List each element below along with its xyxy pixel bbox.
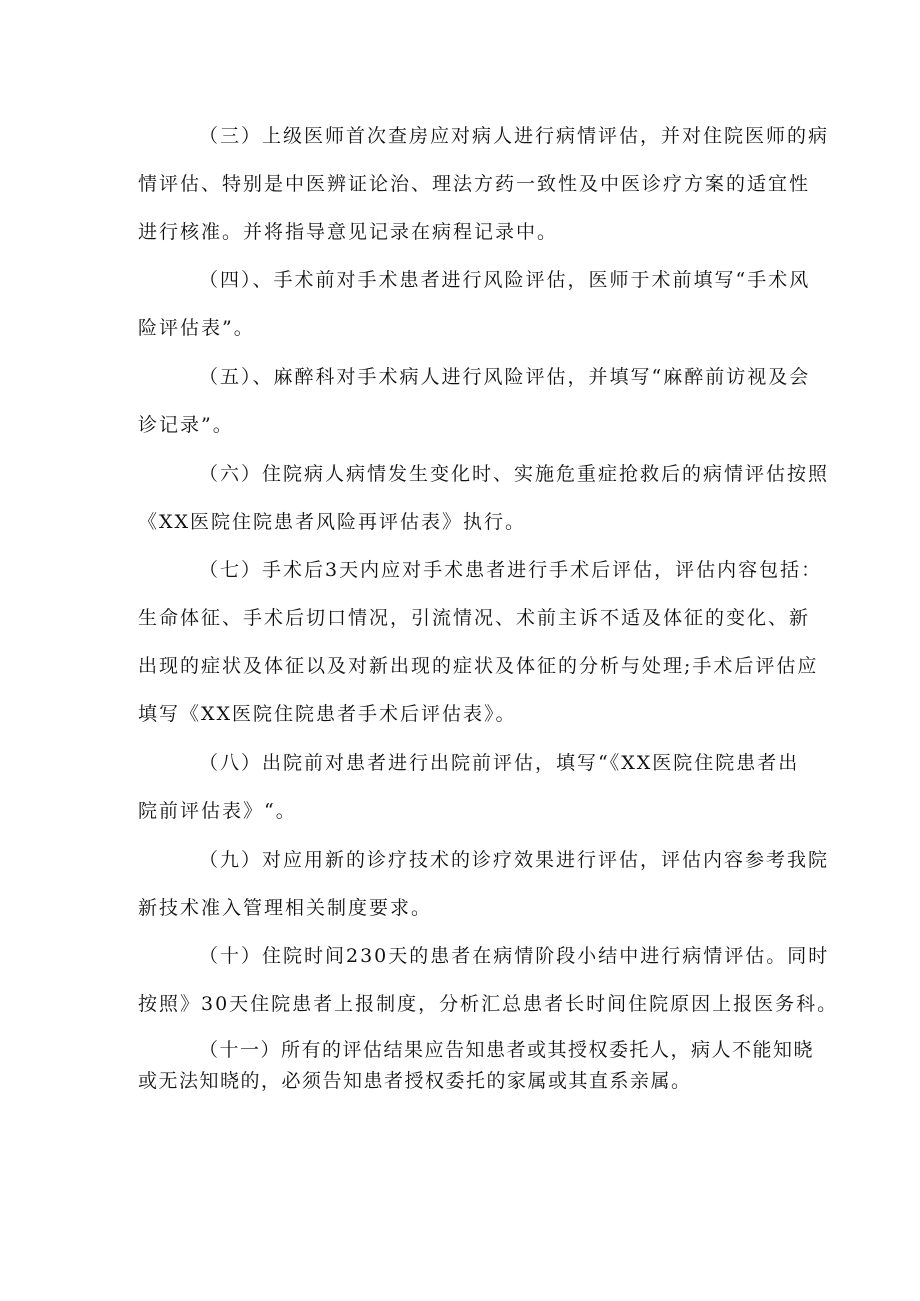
paragraph-line: 按照》30天住院患者上报制度，分析汇总患者长时间住院原因上报医务科。: [138, 993, 839, 1015]
paragraph-line: 进行核准。并将指导意见记录在病程记录中。: [138, 221, 559, 243]
paragraph-line: 填写《XX医院住院患者手术后评估表》。: [138, 703, 517, 725]
paragraph-11: [138, 1035, 815, 1097]
paragraph-9: [138, 836, 830, 932]
paragraph-line: （五）、麻醉科对手术病人进行风险评估，并填写“麻醉前访视及会: [199, 366, 811, 388]
paragraph-4: [138, 256, 811, 352]
paragraph-line: （九）对应用新的诊疗技术的诊疗效果进行评估，评估内容参考我院: [199, 849, 830, 871]
paragraph-line: （十一）所有的评估结果应告知患者或其授权委托人，病人不能知晓: [199, 1039, 815, 1061]
paragraph-5: [138, 353, 811, 449]
paragraph-line: 或无法知晓的，必须告知患者授权委托的家属或其直系亲属。: [138, 1070, 692, 1092]
paragraph-7: [138, 546, 823, 738]
paragraph-line: 新技术准入管理相关制度要求。: [138, 897, 433, 919]
paragraph-8: [138, 739, 798, 835]
paragraph-line: （十）住院时间230天的患者在病情阶段小结中进行病情评估。同时: [199, 945, 830, 967]
paragraph-line: 情评估、特别是中医辨证论治、理法方药一致性及中医诊疗方案的适宜性: [138, 173, 811, 195]
paragraph-3: [138, 112, 830, 256]
paragraph-line: （七）手术后3天内应对手术患者进行手术后评估，评估内容包括：: [199, 559, 823, 581]
paragraph-line: 院前评估表》“。: [138, 800, 297, 822]
paragraph-line: 险评估表”。: [138, 317, 255, 339]
paragraph-line: 出现的症状及体征以及对新出现的症状及体征的分析与处理;手术后评估应: [138, 655, 819, 677]
paragraph-line: （八）出院前对患者进行出院前评估，填写“《XX医院住院患者出: [199, 752, 800, 774]
paragraph-line: （六）住院病人病情发生变化时、实施危重症抢救后的病情评估按照: [199, 463, 830, 485]
paragraph-line: 诊记录”。: [138, 414, 234, 436]
paragraph-line: （四）、手术前对手术患者进行风险评估，医师于术前填写“手术风: [199, 269, 811, 291]
paragraph-line: 《XX医院住院患者风险再评估表》执行。: [138, 511, 527, 533]
paragraph-line: （三）上级医师首次查房应对病人进行病情评估，并对住院医师的病: [199, 125, 830, 147]
paragraph-6: [138, 450, 830, 546]
paragraph-10: [138, 932, 839, 1028]
paragraph-line: 生命体征、手术后切口情况，引流情况、术前主诉不适及体征的变化、新: [138, 607, 811, 629]
